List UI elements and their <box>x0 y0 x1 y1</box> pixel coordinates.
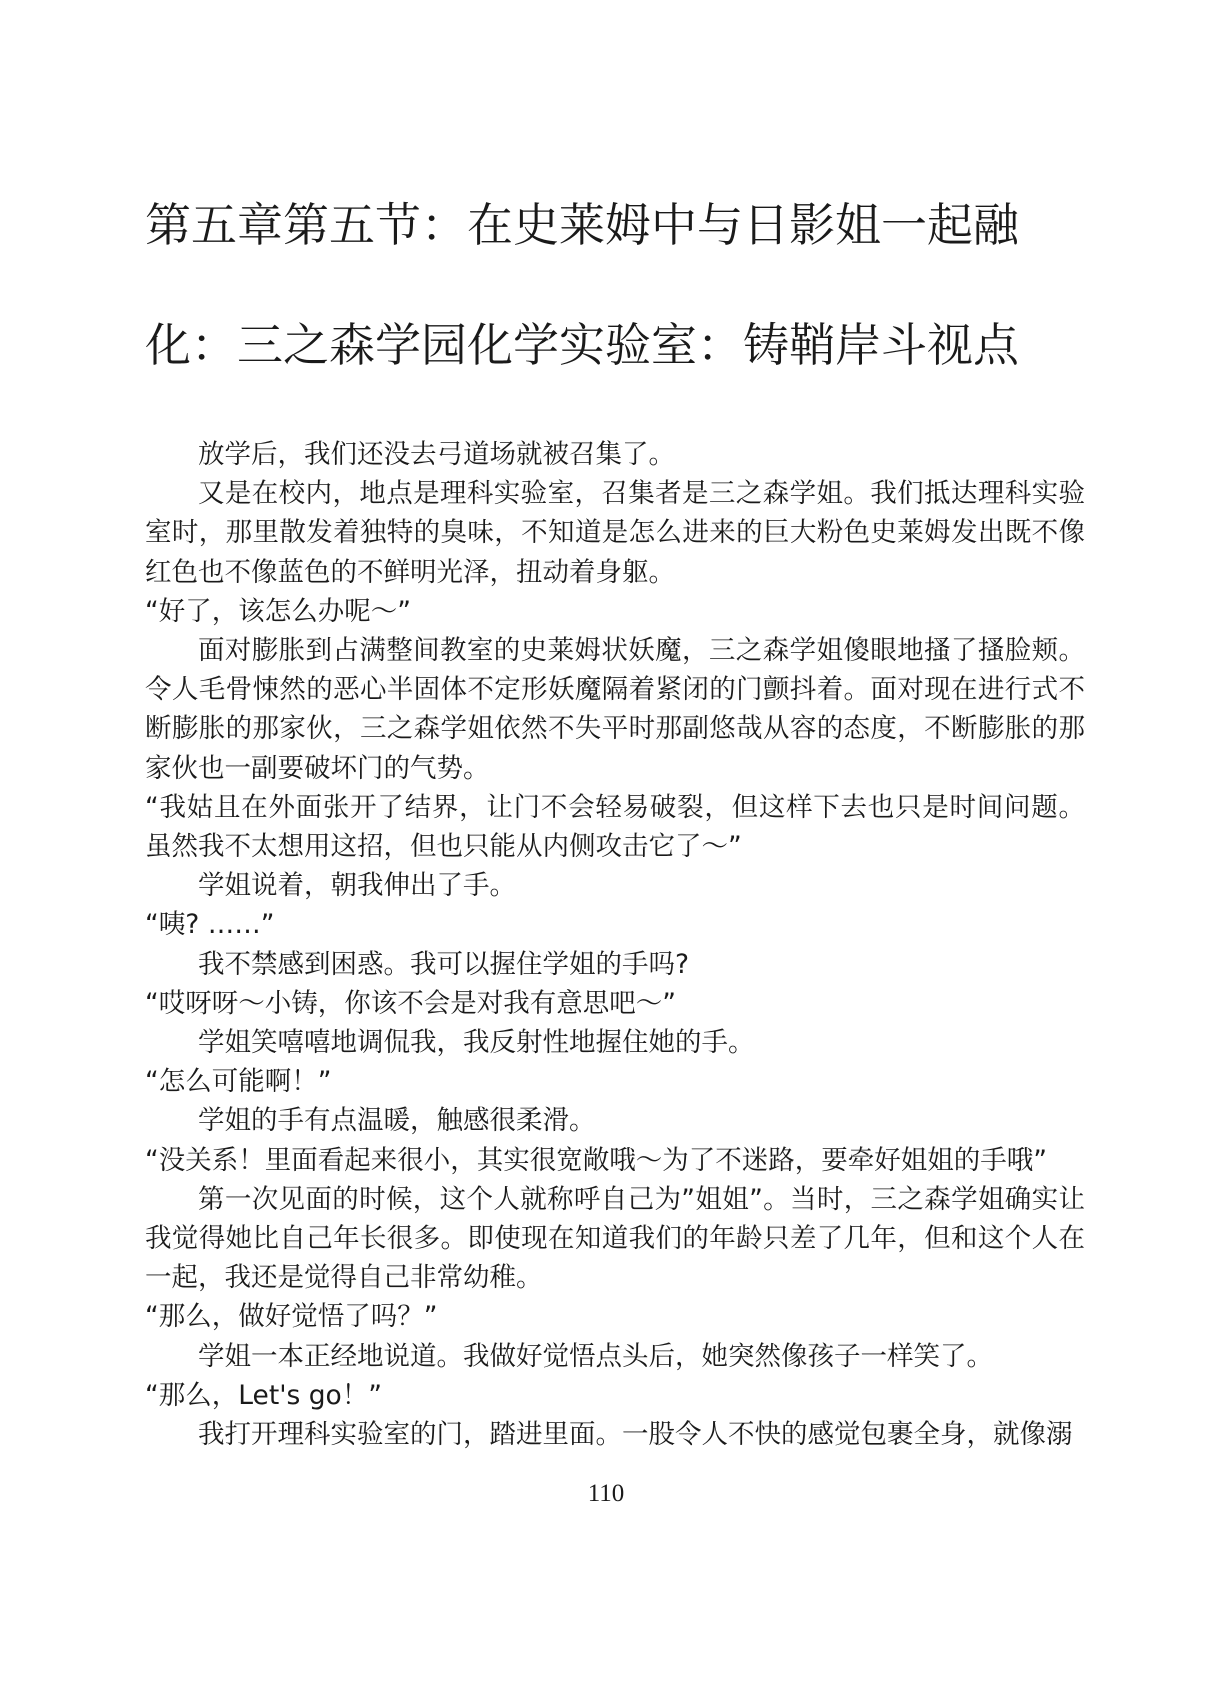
paragraph: 学姐一本正经地说道。我做好觉悟点头后，她突然像孩子一样笑了。 <box>198 1340 993 1372</box>
paragraph: 学姐说着，朝我伸出了手。 <box>198 870 516 902</box>
paragraph: 学姐的手有点温暖，触感很柔滑。 <box>198 1105 596 1137</box>
paragraph: “好了，该怎么办呢～” <box>145 595 411 627</box>
paragraph: “哎呀呀～小铸，你该不会是对我有意思吧～” <box>145 987 676 1019</box>
paragraph: 放学后，我们还没去弓道场就被召集了。 <box>198 439 675 470</box>
paragraph: “那么，做好觉悟了吗？” <box>145 1301 438 1333</box>
paragraph: 我不禁感到困惑。我可以握住学姐的手吗? <box>198 948 690 980</box>
paragraph: “那么，Let's go！” <box>145 1379 382 1411</box>
paragraph: “没关系！里面看起来很小，其实很宽敞哦～为了不迷路，要牵好姐姐的手哦” <box>145 1144 1047 1176</box>
paragraph: “怎么可能啊！” <box>145 1066 332 1098</box>
page-number: 110 <box>587 1480 625 1507</box>
paragraph: 学姐笑嘻嘻地调侃我，我反射性地握住她的手。 <box>198 1027 755 1059</box>
paragraph: “咦? ……” <box>145 909 275 941</box>
paragraph: 面对膨胀到占满整间教室的史莱姆状妖魔，三之森学姐傻眼地搔了搔脸颊。令人毛骨悚然的恶心半固体不定形妖魔隔着紧闭的门颤抖着。面对现在进行式不断膨胀的那家伙，三之森学姐依然不失平时那副悠哉从容的态度，不断膨胀的那家伙也一副要破坏门的气势。 <box>145 635 1085 784</box>
chapter-title: 第五章第五节：在史莱姆中与日影姐一起融化：三之森学园化学实验室：铸鞘岸斗视点 <box>145 198 1019 372</box>
body-text <box>145 435 1085 1454</box>
paragraph: 第一次见面的时候，这个人就称呼自己为”姐姐”。当时，三之森学姐确实让我觉得她比自己年长很多。即使现在知道我们的年龄只差了几年，但和这个人在一起，我还是觉得自己非常幼稚。 <box>145 1183 1085 1294</box>
paragraph: “我姑且在外面张开了结界，让门不会轻易破裂，但这样下去也只是时间问题。虽然我不太想用这招，但也只能从内侧攻击它了～” <box>145 791 1085 863</box>
paragraph: 我打开理科实验室的门，踏进里面。一股令人不快的感觉包裹全身，就像溺 <box>198 1419 1073 1451</box>
paragraph: 又是在校内，地点是理科实验室，召集者是三之森学姐。我们抵达理科实验室时，那里散发着独特的臭味，不知道是怎么进来的巨大粉色史莱姆发出既不像红色也不像蓝色的不鲜明光泽，扭动着身躯。 <box>145 478 1085 588</box>
